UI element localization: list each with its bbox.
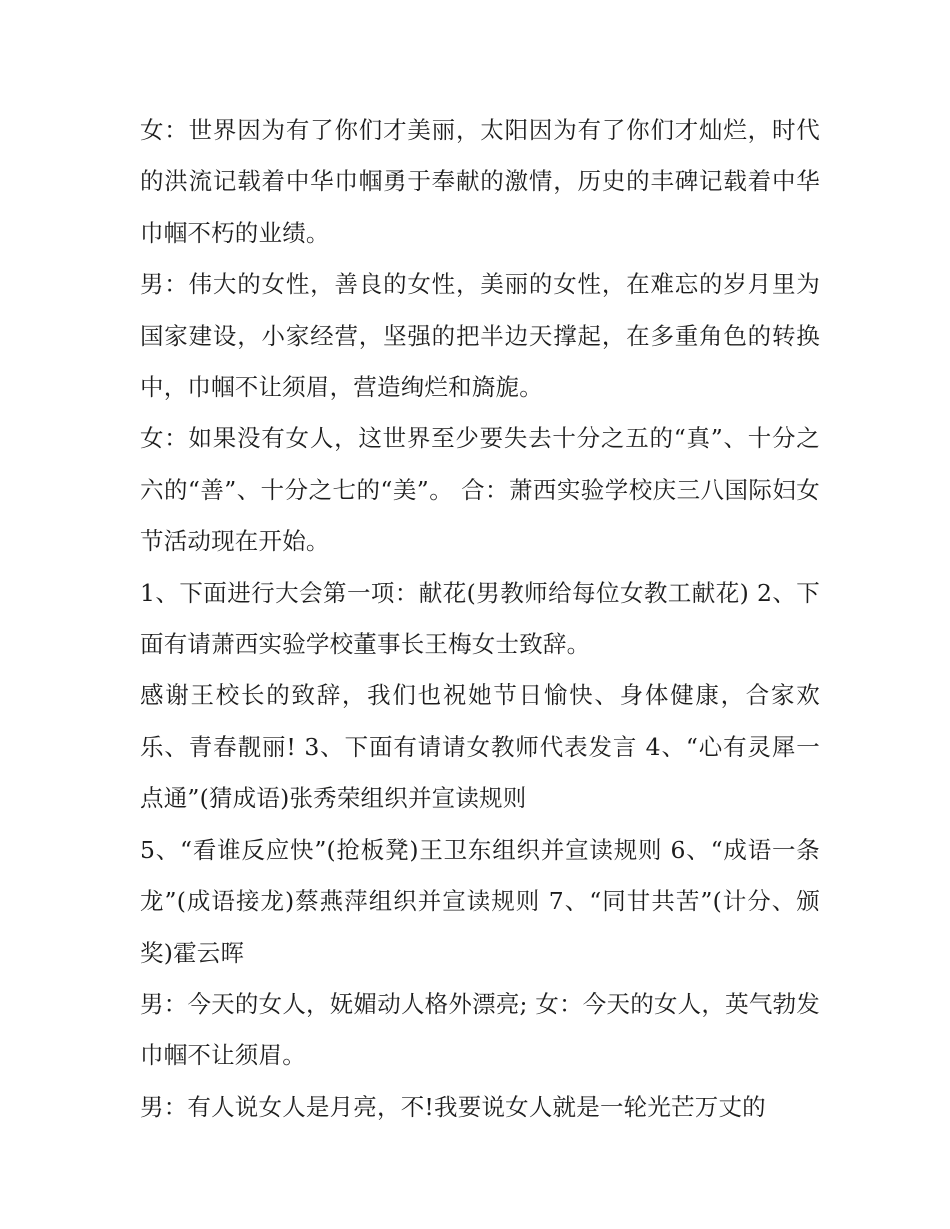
paragraph: 男：有人说女人是月亮，不!我要说女人就是一轮光芒万丈的 [140,1092,766,1121]
paragraph: 5、“看谁反应快”(抢板凳)王卫东组织并宣读规则 6、“成语一条龙”(成语接龙)蔡燕萍组织并宣读规则 7、“同甘共苦”(计分、颁奖)霍云晖 [140,835,820,967]
paragraph: 男：今天的女人，妩媚动人格外漂亮; 女：今天的女人，英气勃发巾帼不让须眉。 [140,989,820,1070]
paragraph: 女：世界因为有了你们才美丽，太阳因为有了你们才灿烂，时代的洪流记载着中华巾帼勇于奉献的激情，历史的丰碑记载着中华巾帼不朽的业绩。 [140,116,820,247]
paragraph: 1、下面进行大会第一项：献花(男教师给每位女教工献花) 2、下面有请萧西实验学校董事长王梅女士致辞。 [140,578,820,659]
paragraph: 感谢王校长的致辞，我们也祝她节日愉快、身体健康，合家欢乐、青春靓丽! 3、下面有请请女教师代表发言 4、“心有灵犀一点通”(猜成语)张秀荣组织并宣读规则 [140,681,820,813]
paragraph: 男：伟大的女性，善良的女性，美丽的女性，在难忘的岁月里为国家建设，小家经营，坚强的把半边天撑起，在多重角色的转换中，巾帼不让须眉，营造绚烂和旖旎。 [140,270,820,402]
paragraph: 女：如果没有女人，这世界至少要失去十分之五的“真”、十分之六的“善”、十分之七的“美”。 合：萧西实验学校庆三八国际妇女节活动现在开始。 [140,424,820,556]
document-body [140,105,820,1133]
